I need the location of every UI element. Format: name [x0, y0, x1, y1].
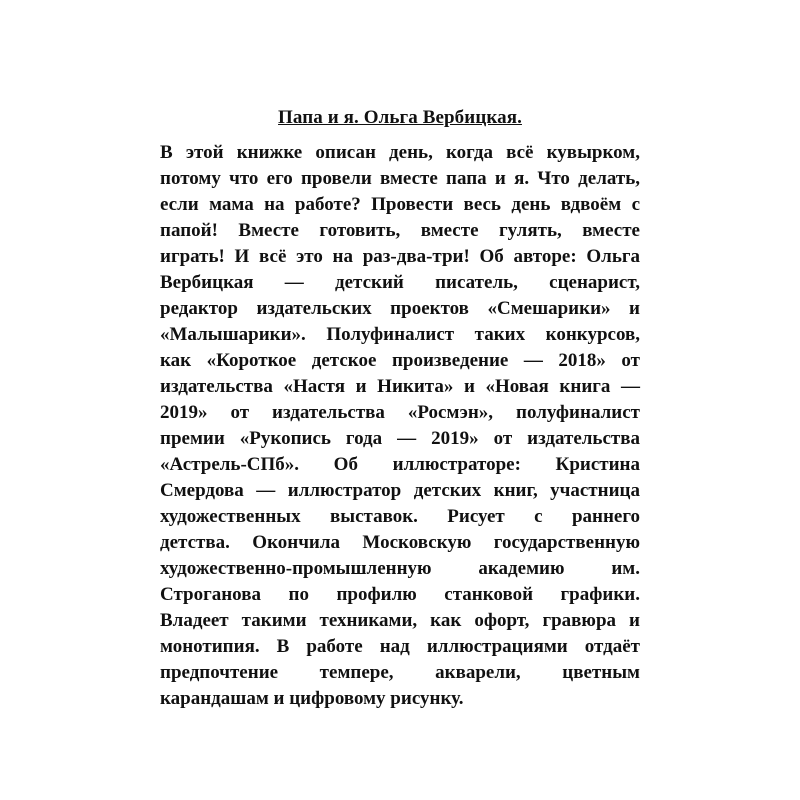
body-line: как «Короткое детское произведение — 2018» от: [160, 350, 640, 371]
body-line: премии «Рукопись года — 2019» от издательства: [160, 428, 640, 449]
document-title: Папа и я. Ольга Вербицкая.: [278, 107, 522, 128]
body-line: художественно-промышленную академию им.: [160, 558, 640, 579]
body-line: 2019» от издательства «Росмэн», полуфиналист: [160, 402, 640, 423]
body-line: предпочтение темпере, акварели, цветным: [160, 662, 640, 683]
body-line: «Астрель-СПб». Об иллюстраторе: Кристина: [160, 454, 640, 475]
body-line-last: карандашам и цифровому рисунку.: [160, 688, 464, 709]
body-line: издательства «Настя и Никита» и «Новая книга —: [160, 376, 640, 397]
body-line: редактор издательских проектов «Смешарики» и: [160, 298, 640, 319]
body-line: Смердова — иллюстратор детских книг, участница: [160, 480, 640, 501]
body-line: Строганова по профилю станковой графики.: [160, 584, 640, 605]
body-line: папой! Вместе готовить, вместе гулять, вместе: [160, 220, 640, 241]
body-line: В этой книжке описан день, когда всё кувырком,: [160, 142, 640, 163]
body-line: «Малышарики». Полуфиналист таких конкурсов,: [160, 324, 640, 345]
body-line: детства. Окончила Московскую государственную: [160, 532, 640, 553]
body-line: если мама на работе? Провести весь день вдвоём с: [160, 194, 640, 215]
body-line: потому что его провели вместе папа и я. Что делать,: [160, 168, 640, 189]
body-line: художественных выставок. Рисует с раннего: [160, 506, 640, 527]
body-line: играть! И всё это на раз-два-три! Об авторе: Ольга: [160, 246, 640, 267]
body-line: Вербицкая — детский писатель, сценарист,: [160, 272, 640, 293]
body-line: монотипия. В работе над иллюстрациями отдаёт: [160, 636, 640, 657]
body-line: Владеет такими техниками, как офорт, гравюра и: [160, 610, 640, 631]
